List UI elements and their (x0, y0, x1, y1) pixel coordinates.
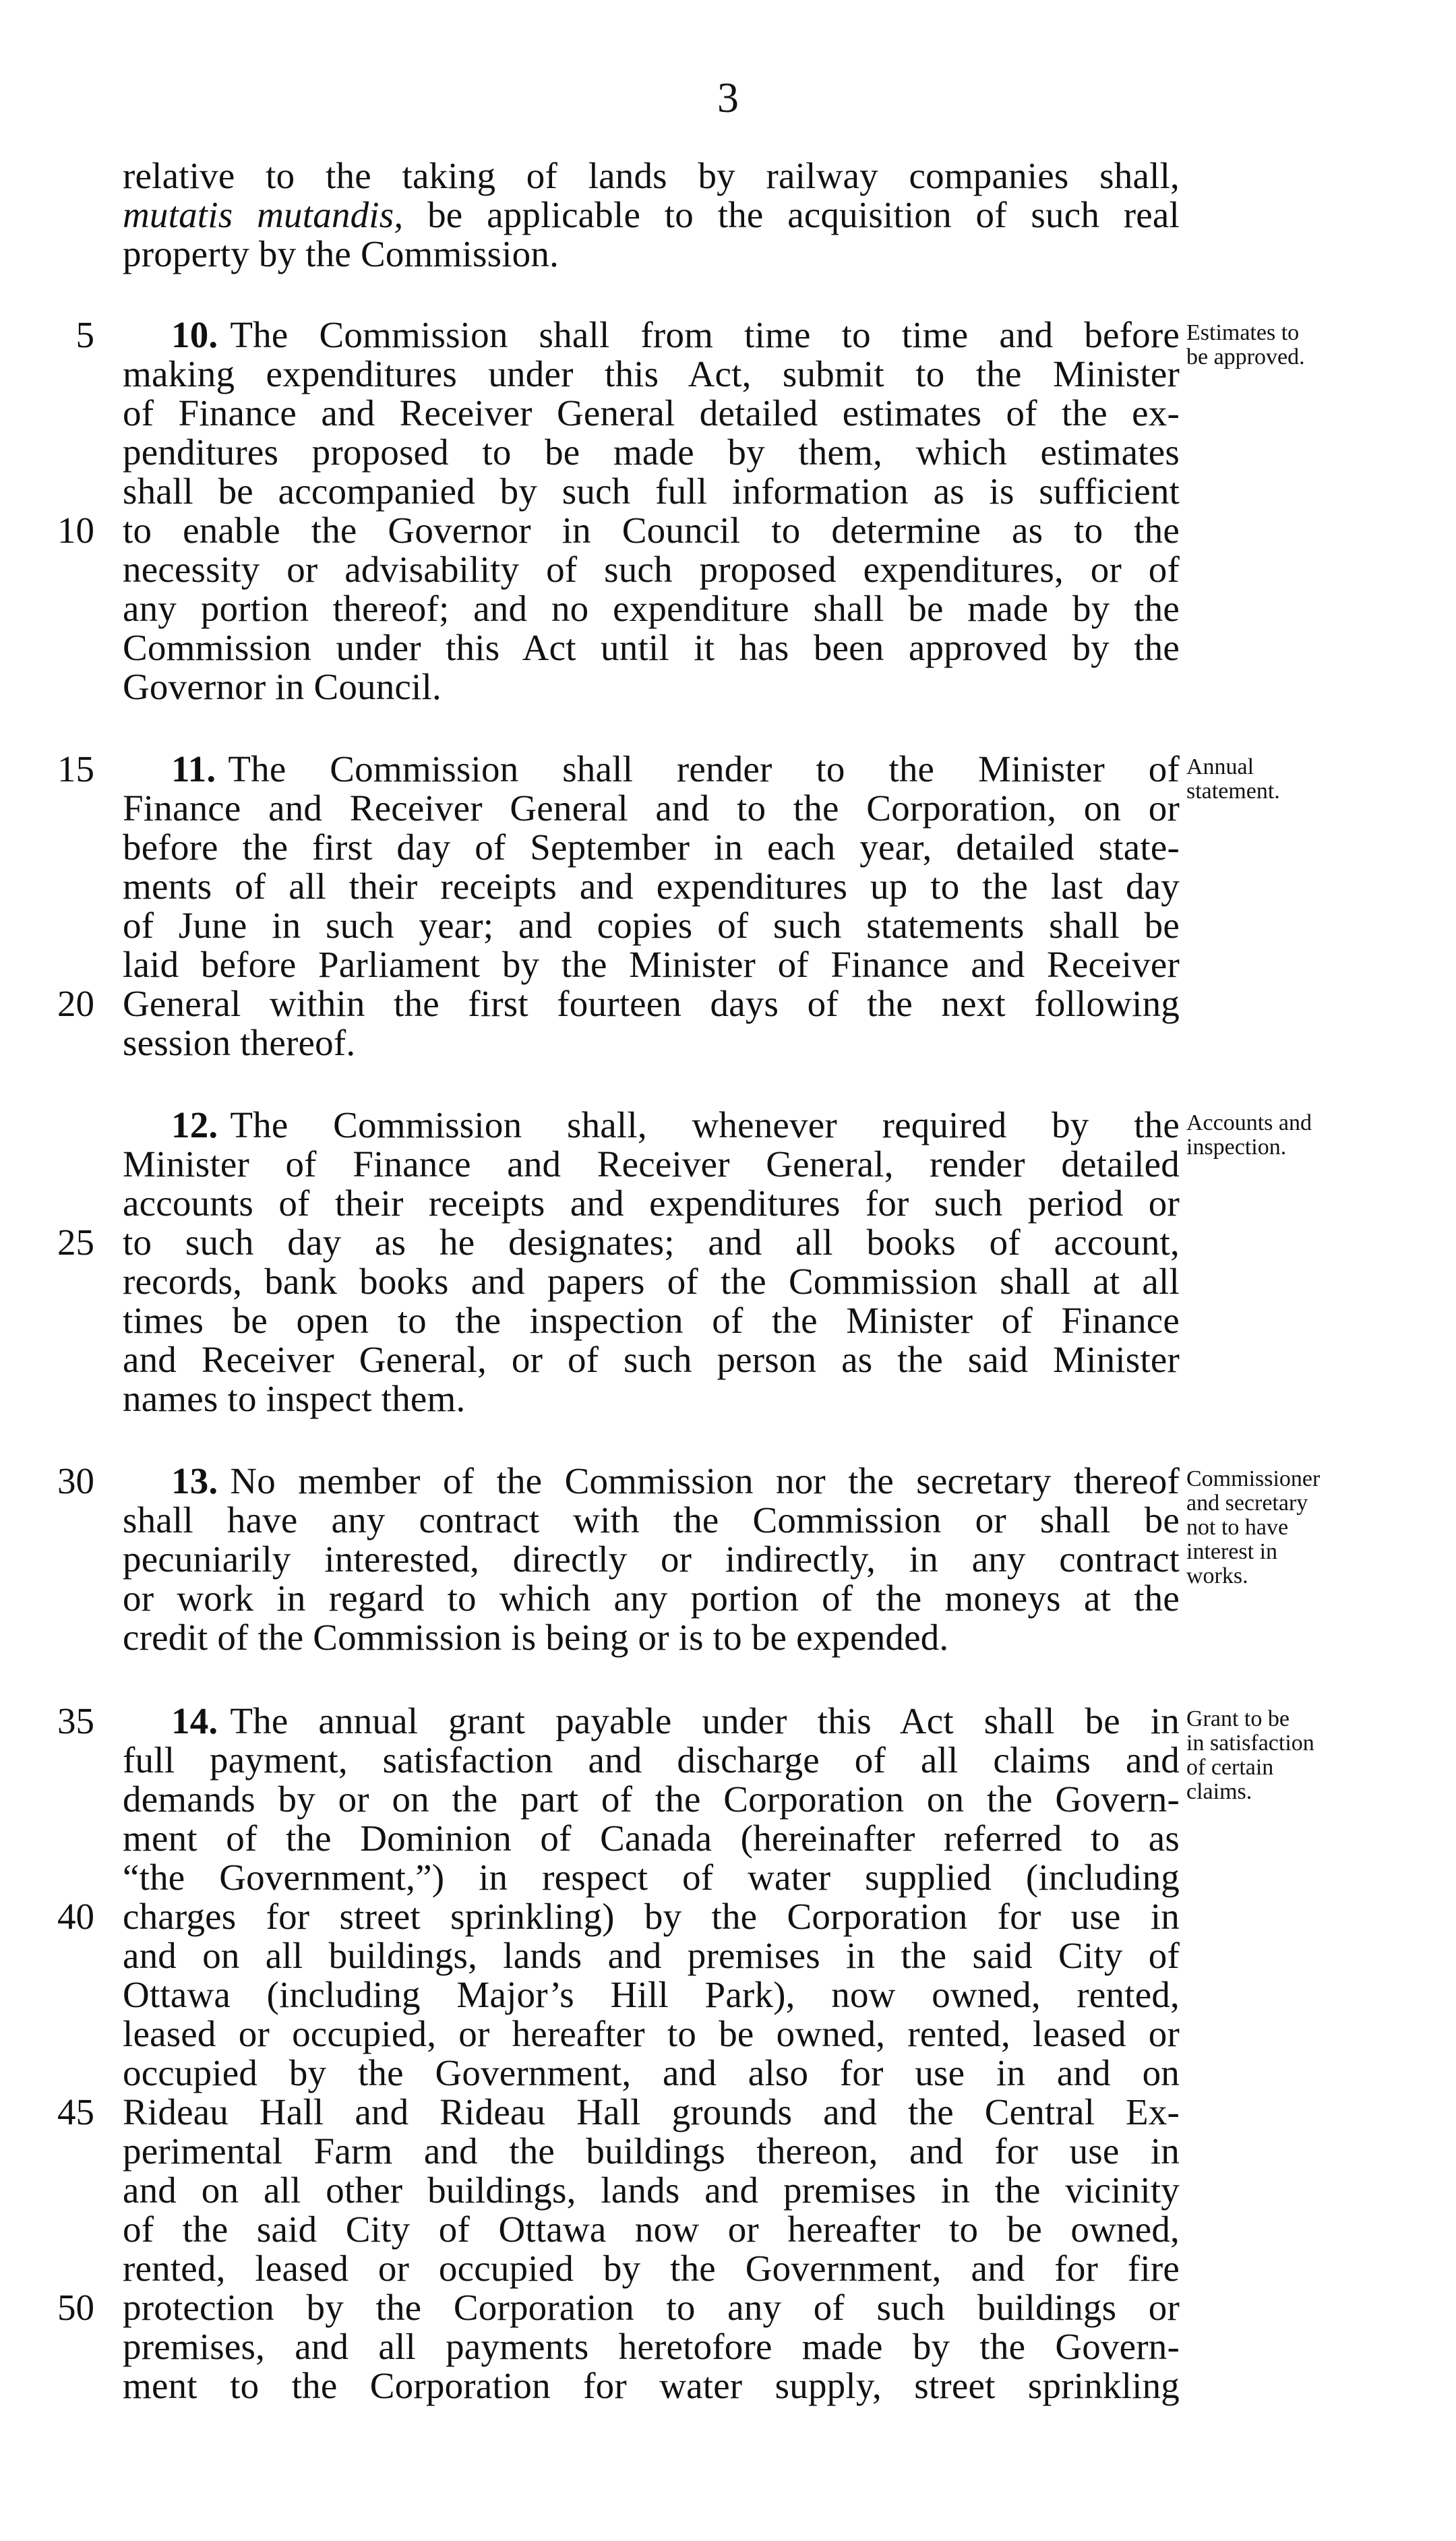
s14-line-10: occupied by the Government, and also for use in and on (123, 2052, 1180, 2093)
s12-line-1 (123, 1106, 1180, 1145)
line-number-40: 40 (57, 1896, 94, 1937)
s14-line-13: and on all other buildings, lands and premises in the vicinity (123, 2170, 1180, 2211)
section-number-12: 12. (171, 1104, 218, 1145)
s11-line-2: Finance and Receiver General and to the Corporation, on or (123, 787, 1180, 829)
s14-line-12: perimental Farm and the buildings thereon, and for use in (123, 2130, 1180, 2172)
s14-line-16: protection by the Corporation to any of such buildings or (123, 2287, 1180, 2328)
margin-note-annual-statement: Annual statement. (1186, 754, 1280, 804)
s10-line-9: Commission under this Act until it has been approved by the (123, 627, 1180, 668)
s10-line-8: any portion thereof; and no expenditure shall be made by the (123, 588, 1180, 629)
s10-line-5: shall be accompanied by such full information as is sufficient (123, 471, 1180, 512)
s12-line-1-text: The Commission shall, whenever required by the (230, 1104, 1180, 1145)
intro-line-2-text: be applicable to the acquisition of such real (427, 194, 1180, 235)
s14-line-14: of the said City of Ottawa now or hereafter to be owned, (123, 2209, 1180, 2250)
s10-line-10: Governor in Council. (123, 666, 442, 707)
margin-note-grant: Grant to be in satisfaction of certain claims. (1186, 1706, 1314, 1804)
s12-line-6: times be open to the inspection of the Minister of Finance (123, 1300, 1180, 1341)
s14-line-7: and on all buildings, lands and premises in the said City of (123, 1935, 1180, 1976)
s14-line-4: ment of the Dominion of Canada (hereinafter referred to as (123, 1818, 1180, 1859)
section-number-10: 10. (171, 314, 218, 355)
line-number-15: 15 (57, 748, 94, 789)
margin-note-estimates: Estimates to be approved. (1186, 320, 1305, 369)
s14-line-5: “the Government,”) in respect of water supplied (including (123, 1857, 1180, 1898)
s11-line-7: General within the first fourteen days of the next following (123, 983, 1180, 1024)
line-number-50: 50 (57, 2287, 94, 2328)
section-number-13: 13. (171, 1460, 218, 1501)
s10-line-1 (123, 316, 1180, 355)
intro-line-3: property by the Commission. (123, 233, 559, 274)
s14-line-17: premises, and all payments heretofore made by the Govern- (123, 2326, 1180, 2367)
line-number-25: 25 (57, 1222, 94, 1263)
s10-line-6: to enable the Governor in Council to determine as to the (123, 510, 1180, 551)
s14-line-1 (123, 1702, 1180, 1741)
s11-line-5: of June in such year; and copies of such statements shall be (123, 905, 1180, 946)
section-number-14: 14. (171, 1700, 218, 1741)
s13-line-1-text: No member of the Commission nor the secretary thereof (230, 1460, 1180, 1501)
s14-line-6: charges for street sprinkling) by the Corporation for use in (123, 1896, 1180, 1937)
intro-line-1: relative to the taking of lands by railway companies shall, (123, 155, 1180, 196)
line-number-35: 35 (57, 1700, 94, 1741)
s13-line-4: or work in regard to which any portion of the moneys at the (123, 1578, 1180, 1619)
s14-line-9: leased or occupied, or hereafter to be owned, rented, leased or (123, 2013, 1180, 2054)
s10-line-7: necessity or advisability of such proposed expenditures, or of (123, 549, 1180, 590)
s13-line-3: pecuniarily interested, directly or indirectly, in any contract (123, 1538, 1180, 1580)
line-number-10: 10 (57, 510, 94, 551)
s10-line-4: penditures proposed to be made by them, which estimates (123, 431, 1180, 473)
s10-line-3: of Finance and Receiver General detailed estimates of the ex- (123, 392, 1180, 434)
margin-note-accounts: Accounts and inspection. (1186, 1110, 1312, 1160)
s11-line-3: before the first day of September in each year, detailed state- (123, 827, 1180, 868)
s14-line-2: full payment, satisfaction and discharge of all claims and (123, 1739, 1180, 1781)
s14-line-18: ment to the Corporation for water supply, street sprinkling (123, 2365, 1180, 2406)
s11-line-1 (123, 750, 1180, 789)
s11-line-1-text: The Commission shall render to the Minister of (228, 748, 1180, 789)
s12-line-2: Minister of Finance and Receiver General, render detailed (123, 1143, 1180, 1185)
line-number-30: 30 (57, 1460, 94, 1501)
s14-line-1-text: The annual grant payable under this Act shall be in (230, 1700, 1180, 1741)
s13-line-2: shall have any contract with the Commission or shall be (123, 1499, 1180, 1541)
s14-line-11: Rideau Hall and Rideau Hall grounds and the Central Ex- (123, 2091, 1180, 2132)
s11-line-6: laid before Parliament by the Minister of Finance and Receiver (123, 944, 1180, 985)
s13-line-5: credit of the Commission is being or is to be expended. (123, 1617, 949, 1658)
intro-line-2 (123, 196, 1180, 235)
s13-line-1 (123, 1462, 1180, 1501)
s12-line-8: names to inspect them. (123, 1378, 466, 1419)
page-number: 3 (717, 73, 739, 121)
s10-line-1-text: The Commission shall from time to time and before (230, 314, 1180, 355)
s11-line-8: session thereof. (123, 1022, 356, 1063)
s12-line-7: and Receiver General, or of such person as the said Minister (123, 1339, 1180, 1380)
s12-line-5: records, bank books and papers of the Commission shall at all (123, 1261, 1180, 1302)
s11-line-4: ments of all their receipts and expenditures up to the last day (123, 866, 1180, 907)
line-number-5: 5 (75, 314, 94, 355)
margin-note-commissioner: Commissioner and secretary not to have interest in works. (1186, 1466, 1321, 1588)
line-number-45: 45 (57, 2091, 94, 2132)
s10-line-2: making expenditures under this Act, submit to the Minister (123, 353, 1180, 394)
line-number-20: 20 (57, 983, 94, 1024)
s12-line-3: accounts of their receipts and expenditures for such period or (123, 1183, 1180, 1224)
s12-line-4: to such day as he designates; and all books of account, (123, 1222, 1180, 1263)
s14-line-15: rented, leased or occupied by the Government, and for fire (123, 2248, 1180, 2289)
s14-line-8: Ottawa (including Major’s Hill Park), now owned, rented, (123, 1974, 1180, 2015)
latin-phrase: mutatis mutandis, (123, 194, 404, 235)
section-number-11: 11. (171, 748, 216, 789)
s14-line-3: demands by or on the part of the Corporation on the Govern- (123, 1778, 1180, 1820)
